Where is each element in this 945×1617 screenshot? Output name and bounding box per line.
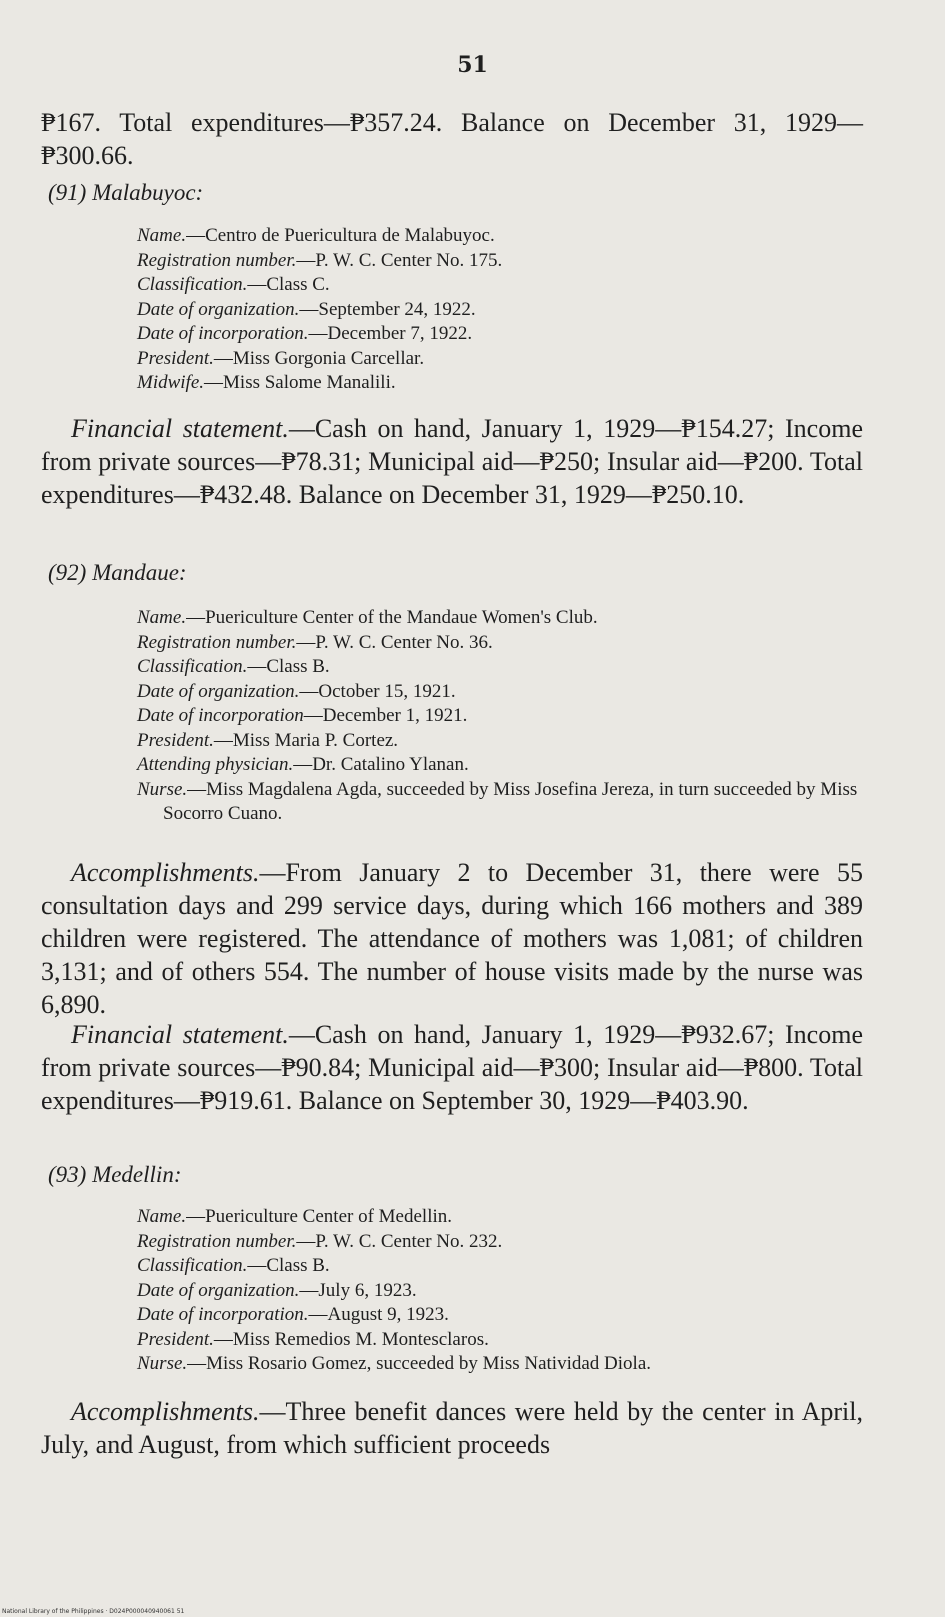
malabuyoc-entries (137, 224, 867, 396)
entry-attending-physician: Attending physician.—Dr. Catalino Ylanan. (137, 754, 469, 775)
entry-date-of-incorporation: Date of incorporation.—December 7, 1922. (137, 323, 473, 344)
entry-date-of-incorporation: Date of incorporation.—August 9, 1923. (137, 1304, 449, 1325)
mandaue-entries (137, 606, 867, 827)
entry-name: Name.—Puericulture Center of the Mandaue Women's Club. (137, 607, 598, 628)
entry-president: President.—Miss Maria P. Cortez. (137, 729, 399, 751)
entry-classification: Classification.—Class C. (137, 274, 330, 295)
scan-footer: National Library of the Philippines · D024P000040940061 51 (2, 1608, 185, 1615)
entry-classification: Classification.—Class B. (137, 656, 330, 677)
page-number: 51 (457, 52, 488, 78)
mandaue-accomplishments: Accomplishments.—From January 2 to December 31, there were 55 consultation days and 299 service days, during which 166 mothers and 389 children were registered. The attendance of mothers was 1,081; of children 3,131; and of others 554. The number of house visits made by the nurse was 6,890. (41, 858, 863, 1019)
entry-registration-number: Registration number.—P. W. C. Center No. 36. (137, 631, 493, 653)
entry-date-of-incorporation: Date of incorporation—December 1, 1921. (137, 705, 468, 726)
entry-nurse: Nurse.—Miss Rosario Gomez, succeeded by Miss Natividad Diola. (137, 1353, 651, 1374)
section-heading-mandaue: (92) Mandaue: (48, 560, 187, 585)
entry-date-of-organization: Date of organization.—October 15, 1921. (137, 680, 456, 702)
intro-paragraph: ₱167. Total expenditures—₱357.24. Balance on December 31, 1929—₱300.66. (41, 108, 863, 170)
section-heading-medellin: (93) Medellin: (48, 1162, 182, 1187)
section-heading-malabuyoc: (91) Malabuyoc: (48, 180, 204, 205)
entry-president: President.—Miss Gorgonia Carcellar. (137, 347, 425, 369)
entry-name: Name.—Puericulture Center of Medellin. (137, 1206, 453, 1227)
entry-name: Name.—Centro de Puericultura de Malabuyoc. (137, 225, 495, 246)
entry-registration-number: Registration number.—P. W. C. Center No. 175. (137, 249, 503, 271)
mandaue-financial-statement: Financial statement.—Cash on hand, January 1, 1929—₱932.67; Income from private sources—₱90.84; Municipal aid—₱300; Insular aid—₱800. Total expenditures—₱919.61. Balance on September 30, 1929—₱403.90. (41, 1020, 863, 1115)
entry-president: President.—Miss Remedios M. Montesclaros. (137, 1328, 489, 1350)
entry-registration-number: Registration number.—P. W. C. Center No. 232. (137, 1230, 503, 1252)
entry-midwife: Midwife.—Miss Salome Manalili. (137, 372, 396, 393)
entry-date-of-organization: Date of organization.—July 6, 1923. (137, 1279, 417, 1301)
malabuyoc-financial-statement: Financial statement.—Cash on hand, January 1, 1929—₱154.27; Income from private sources—₱78.31; Municipal aid—₱250; Insular aid—₱200. Total expenditures—₱432.48. Balance on December 31, 1929—₱250.10. (41, 414, 863, 509)
entry-nurse: Nurse.—Miss Magdalena Agda, succeeded by Miss Josefina Jereza, in turn succeeded by Miss Socorro Cuano. (137, 778, 858, 824)
medellin-accomplishments: Accomplishments.—Three benefit dances were held by the center in April, July, and August, from which sufficient proceeds (41, 1397, 863, 1459)
entry-classification: Classification.—Class B. (137, 1255, 330, 1276)
medellin-entries (137, 1205, 867, 1377)
entry-date-of-organization: Date of organization.—September 24, 1922. (137, 298, 476, 320)
